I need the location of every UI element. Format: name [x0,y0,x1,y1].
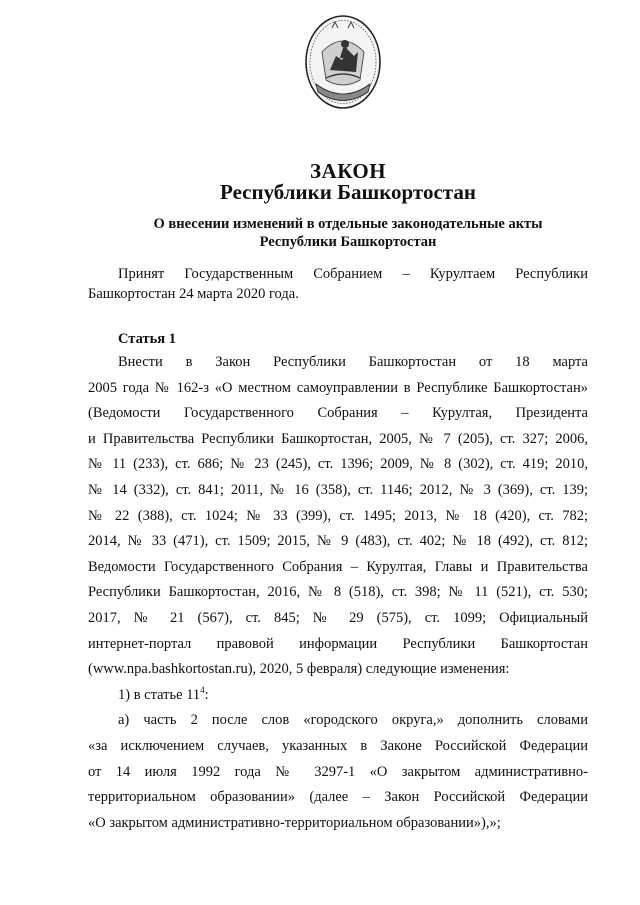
article-line: Ведомости Государственного Собрания – Курултая, Главы и Правительства [88,558,588,575]
article-item-1 [88,683,588,709]
article-line: 2014, № 33 (471), ст. 1509; 2015, № 9 (483), ст. 402; № 18 (492), ст. 812; [88,533,588,550]
article-line: Внести в Закон Республики Башкортостан от 18 марта [118,354,588,370]
bashkortostan-coat-of-arms-icon [302,12,384,112]
law-title: ЗАКОН [309,159,387,183]
article-line: № 11 (233), ст. 686; № 23 (245), ст. 1396; 2009, № 8 (302), ст. 419; 2010, [88,456,588,473]
article-item-1-colon: : [204,686,209,703]
article-item-a-line: территориальном образовании» (далее – Закон Российской Федерации [88,789,588,806]
article-body [88,350,588,836]
law-subject [56,215,640,251]
article-line: 2017, № 21 (567), ст. 845; № 29 (575), ст. 1099; Официальный [88,609,588,626]
article-line: № 22 (388), ст. 1024; № 33 (399), ст. 1495; 2013, № 18 (420), ст. 782; [88,507,588,524]
adoption-line: Башкортостан 24 марта 2020 года. [88,286,299,302]
article-item-a-line: «О закрытом административно-территориальном образовании»),»; [88,814,501,831]
article-line: 2005 года № 162-з «О местном самоуправлении в Республике Башкортостан» [88,379,588,396]
article-line: и Правительства Республики Башкортостан, 2005, № 7 (205), ст. 327; 2006, [88,430,588,447]
article-line: Республики Башкортостан, 2016, № 8 (518), ст. 398; № 11 (521), ст. 530; [88,584,588,601]
article-item-1-text: 1) в статье 11 [118,686,201,703]
article-line: (Ведомости Государственного Собрания – Курултая, Президента [88,405,588,422]
article-item-a-line: а) часть 2 после слов «городского округа,» дополнить словами [118,712,588,729]
law-subject-line: Республики Башкортостан [259,234,437,250]
article-line: (www.npa.bashkortostan.ru), 2020, 5 февраля) следующие изменения: [88,661,510,678]
article-line: интернет-портал правовой информации Республики Башкортостан [88,635,588,652]
article-title: Статья 1 [118,331,176,347]
adoption-line: Принят Государственным Собранием – Курултаем Республики [118,266,588,282]
article-item-a-line: от 14 июля 1992 года № 3297-1 «О закрытом административно- [88,763,588,780]
adoption-statement [88,264,588,304]
article-line: № 14 (332), ст. 841; 2011, № 16 (358), ст. 1146; 2012, № 3 (369), ст. 139; [88,481,588,498]
law-subtitle: Республики Башкортостан [220,180,476,204]
article-item-1-superscript: 4 [200,684,205,695]
law-subject-line: О внесении изменений в отдельные законодательные акты [153,216,543,232]
article-item-a-line: «за исключением случаев, указанных в Законе Российской Федерации [88,737,588,754]
